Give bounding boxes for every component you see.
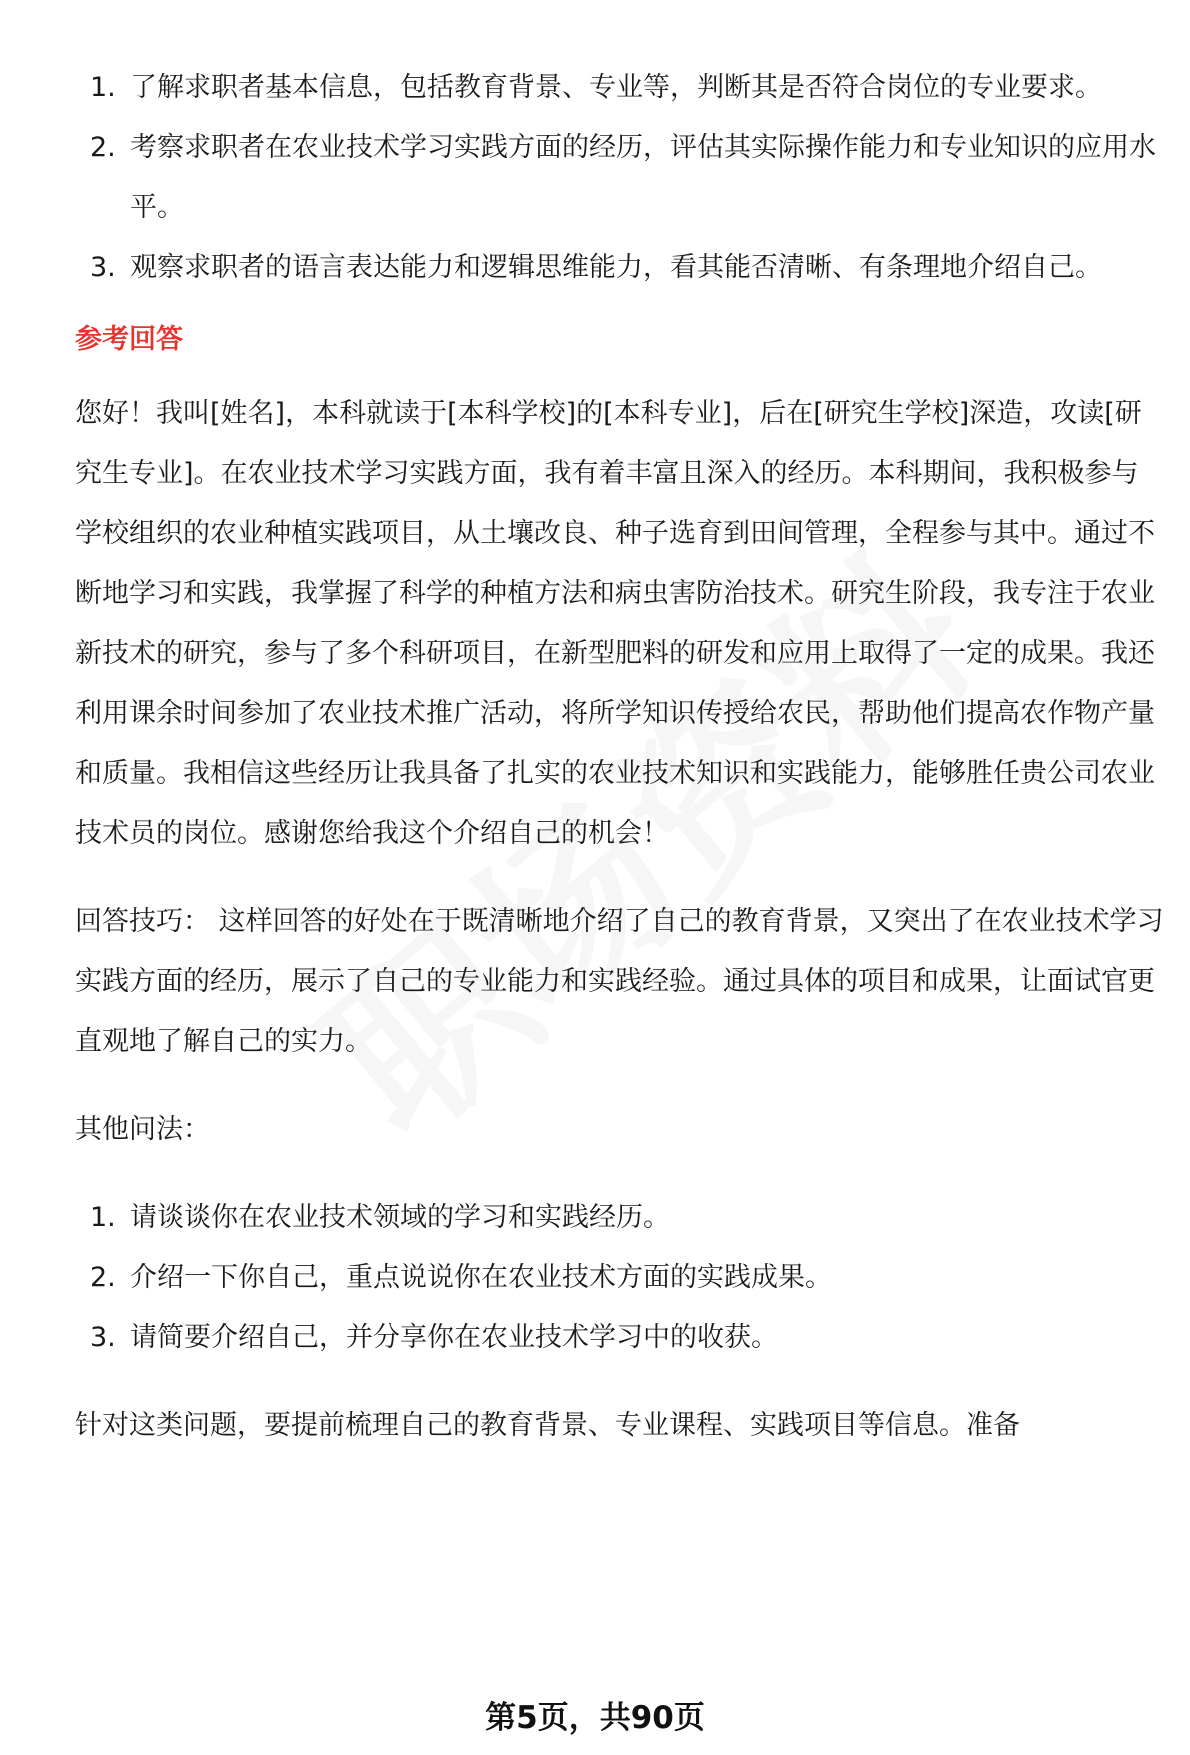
list-item-number: 3. — [90, 252, 116, 283]
list-item — [75, 1188, 1165, 1248]
list-item-text: 介绍一下你自己，重点说说你在农业技术方面的实践成果。 — [130, 1262, 832, 1293]
other-heading: 其他问法： — [75, 1114, 210, 1145]
answer-paragraph: 您好！我叫[姓名]，本科就读于[本科学校]的[本科专业]，后在[研究生学校]深造，攻读[研究生专业]。在农业技术学习实践方面，我有着丰富且深入的经历。本科期间，我积极参与学校组织的农业种植实践项目，从土壤改良、种子选育到田间管理，全程参与其中。通过不断地学习和实践，我掌握了科学的种植方法和病虫害防治技术。研究生阶段，我专注于农业新技术的研究，参与了多个科研项目，在新型肥料的研发和应用上取得了一定的成果。我还利用课余时间参加了农业技术推广活动，将所学知识传授给农民，帮助他们提高农作物产量和质量。我相信这些经历让我具备了扎实的农业技术知识和实践能力，能够胜任贵公司农业技术员的岗位。感谢您给我这个介绍自己的机会！ — [75, 398, 1155, 849]
list-item-number: 2. — [90, 132, 116, 163]
list-item-number: 3. — [90, 1322, 116, 1353]
intro-list — [75, 58, 1165, 298]
answer-heading: 参考回答 — [75, 324, 183, 355]
closing-paragraph: 针对这类问题，要提前梳理自己的教育背景、专业课程、实践项目等信息。准备 — [75, 1410, 1020, 1441]
list-item — [75, 238, 1165, 298]
list-item — [75, 58, 1165, 118]
list-item-text: 观察求职者的语言表达能力和逻辑思维能力，看其能否清晰、有条理地介绍自己。 — [130, 252, 1102, 283]
list-item-number: 2. — [90, 1262, 116, 1293]
list-item-text: 请谈谈你在农业技术领域的学习和实践经历。 — [130, 1202, 670, 1233]
list-item-number: 1. — [90, 1202, 116, 1233]
list-item-text: 考察求职者在农业技术学习实践方面的经历，评估其实际操作能力和专业知识的应用水平。 — [130, 132, 1156, 223]
list-item — [75, 1308, 1165, 1368]
list-item — [75, 118, 1165, 238]
tips-paragraph: 回答技巧： 这样回答的好处在于既清晰地介绍了自己的教育背景，又突出了在农业技术学习实践方面的经历，展示了自己的专业能力和实践经验。通过具体的项目和成果，让面试官更直观地了解自己的实力。 — [75, 906, 1164, 1057]
list-item-text: 请简要介绍自己，并分享你在农业技术学习中的收获。 — [130, 1322, 778, 1353]
list-item-number: 1. — [90, 72, 116, 103]
page-number: 第5页，共90页 — [485, 1700, 705, 1736]
other-questions-list — [75, 1188, 1165, 1368]
list-item-text: 了解求职者基本信息，包括教育背景、专业等，判断其是否符合岗位的专业要求。 — [130, 72, 1102, 103]
list-item — [75, 1248, 1165, 1308]
page-content — [75, 58, 1165, 1484]
